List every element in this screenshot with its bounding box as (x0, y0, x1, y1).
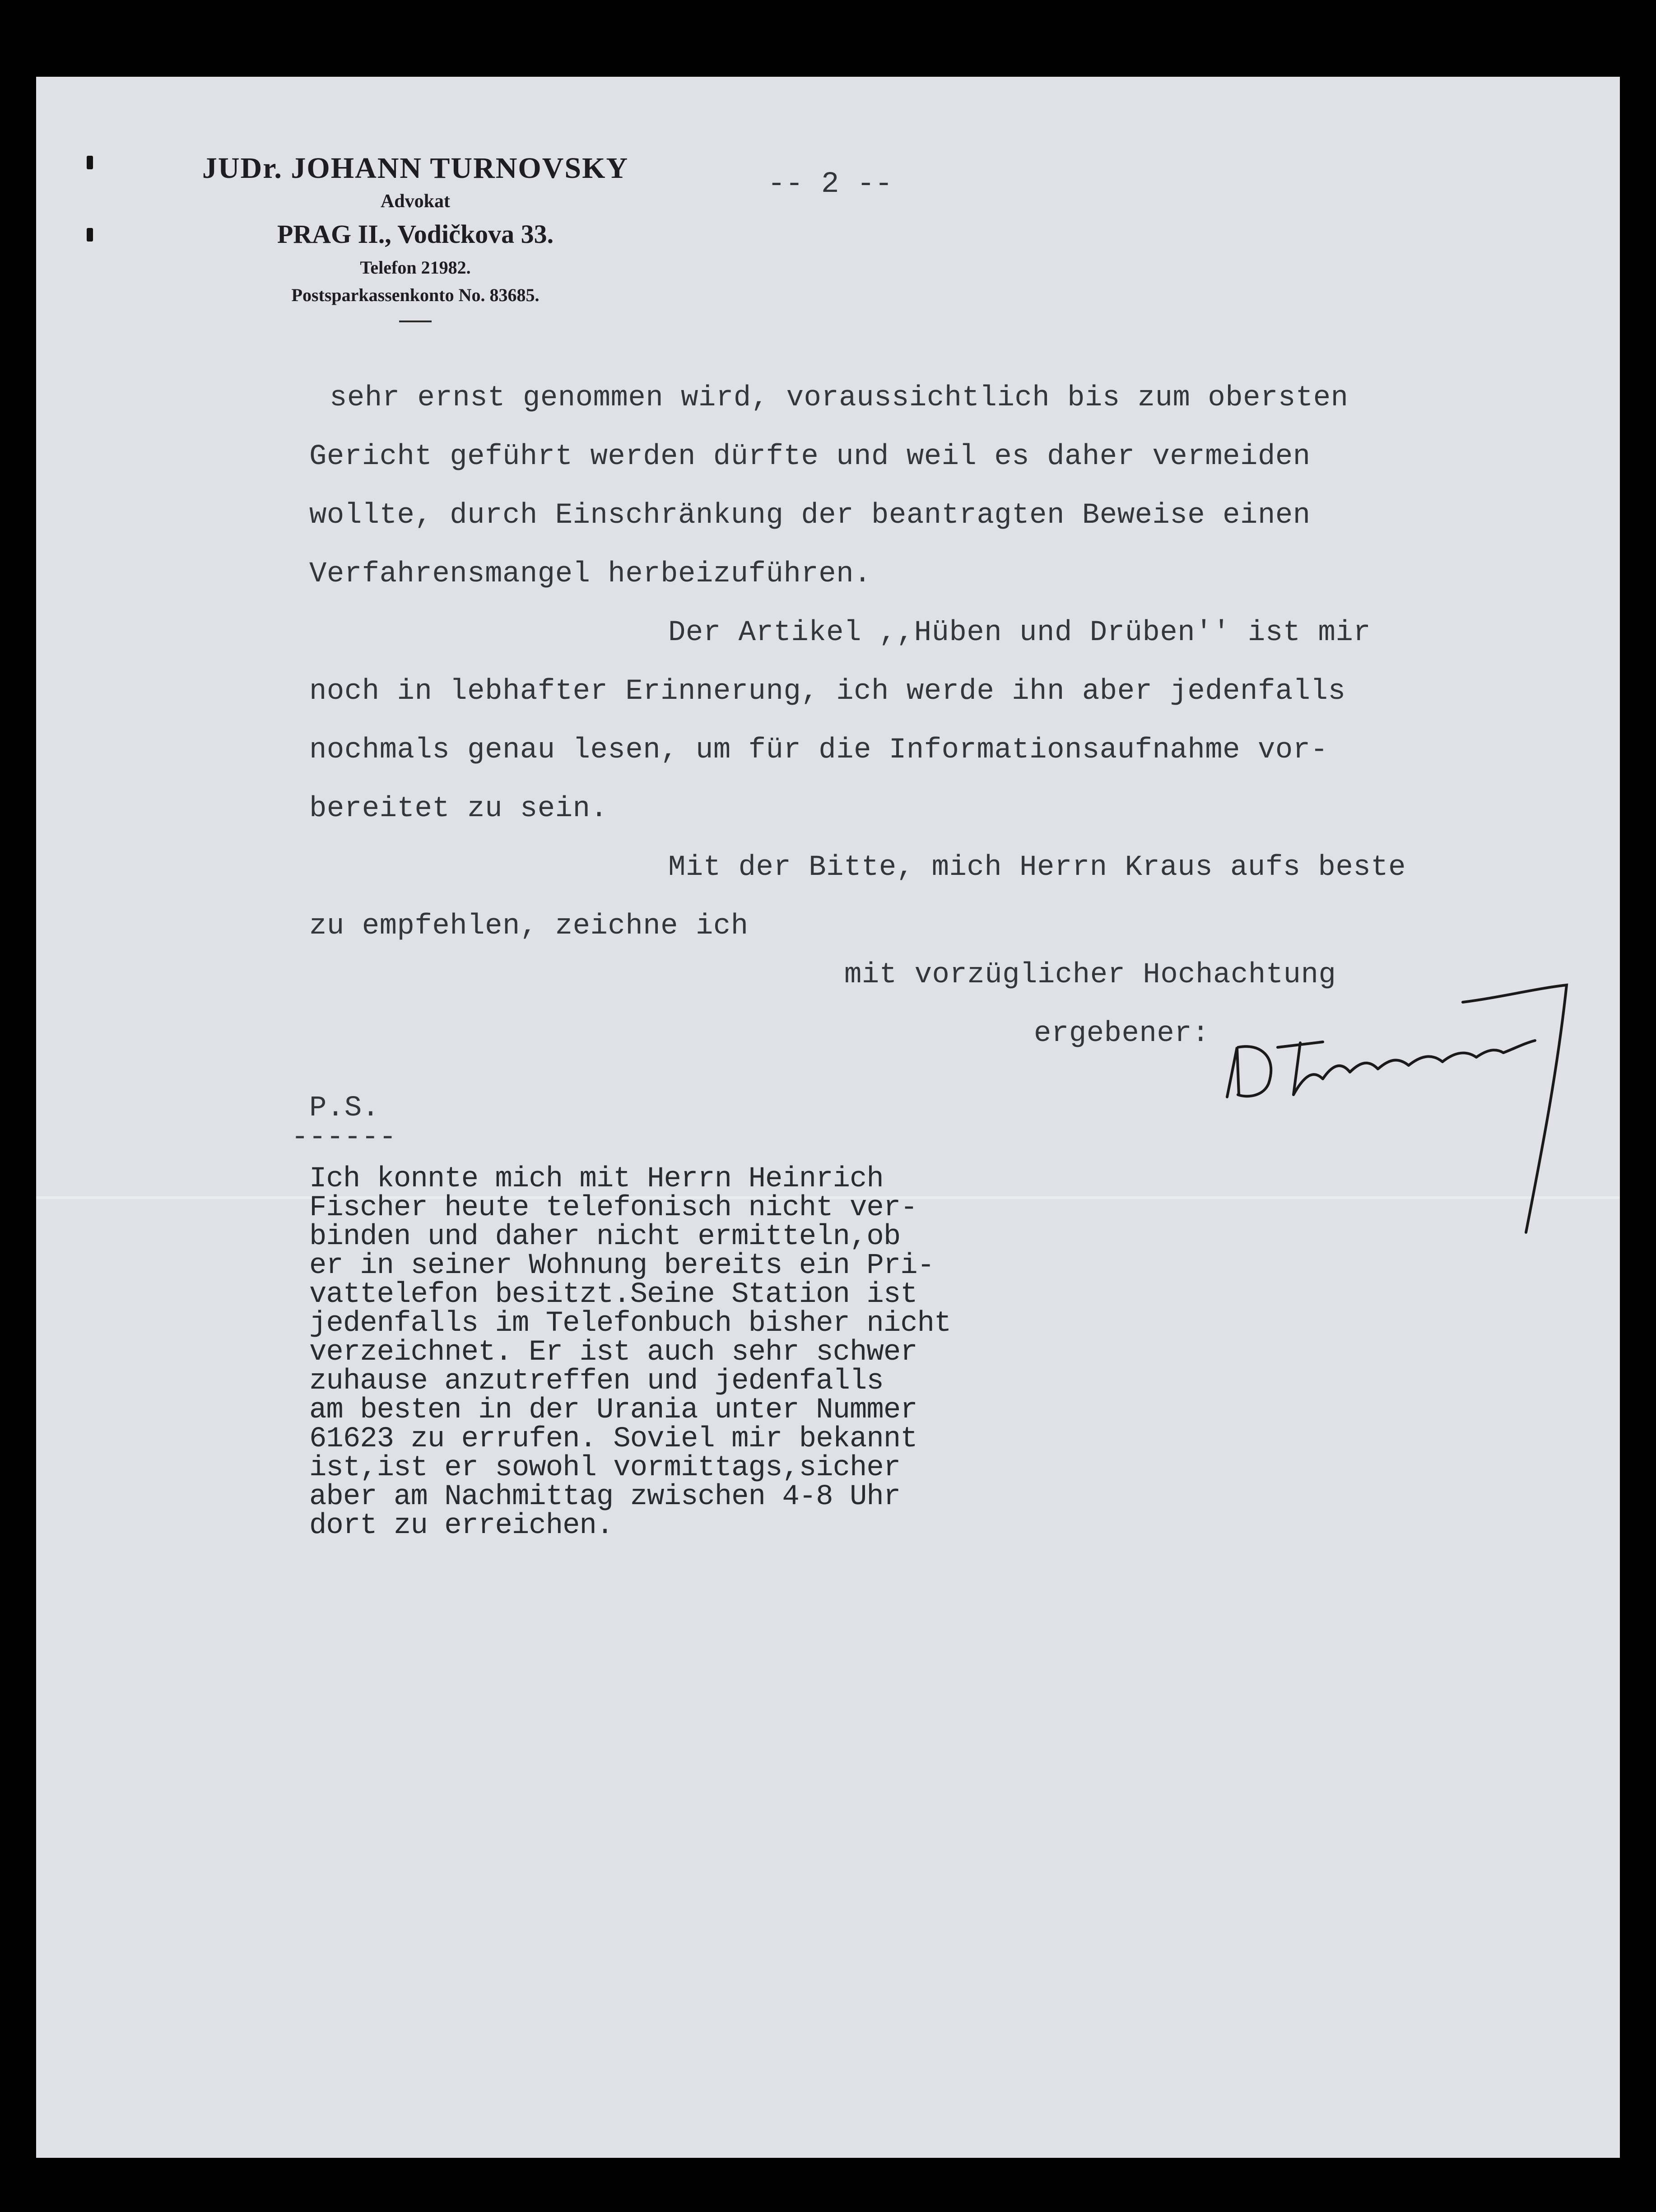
letter-page (36, 77, 1620, 2158)
ps-line: am besten in der Urania unter Nummer (309, 1394, 917, 1427)
page-number: -- 2 -- (768, 167, 893, 201)
ps-line: Ich konnte mich mit Herrn Heinrich (309, 1163, 884, 1195)
ps-label: P.S. (309, 1092, 380, 1125)
letterhead (190, 149, 641, 322)
punch-hole-top (87, 156, 93, 169)
letterhead-account: Postsparkassenkonto No. 83685. (291, 285, 540, 305)
letterhead-rule (399, 321, 432, 322)
ps-line: dort zu erreichen. (309, 1510, 614, 1542)
letterhead-phone: Telefon 21982. (360, 257, 471, 278)
body-line: bereitet zu sein. (309, 793, 608, 825)
closing-signoff: ergebener: (1034, 1018, 1210, 1050)
body-line: zu empfehlen, zeichne ich (309, 910, 749, 943)
ps-line: aber am Nachmittag zwischen 4-8 Uhr (309, 1481, 901, 1513)
body-line: sehr ernst genommen wird, voraussichtlich bis zum obersten (330, 382, 1349, 414)
letterhead-address: PRAG II., Vodičkova 33. (277, 219, 554, 249)
ps-line: zuhause anzutreffen und jedenfalls (309, 1365, 884, 1398)
body-line: wollte, durch Einschränkung der beantragten Beweise einen (309, 499, 1311, 532)
body-line: Der Artikel ,,Hüben und Drüben'' ist mir (668, 617, 1371, 649)
body-line: Verfahrensmangel herbeizuführen. (309, 558, 871, 590)
closing-greeting: mit vorzüglicher Hochachtung (844, 959, 1336, 991)
body-line: noch in lebhafter Erinnerung, ich werde ihn aber jedenfalls (309, 675, 1346, 708)
letterhead-profession: Advokat (380, 191, 451, 212)
body-line: nochmals genau lesen, um für die Informationsaufnahme vor- (309, 734, 1328, 767)
ps-line: vattelefon besitzt.Seine Station ist (309, 1278, 917, 1311)
ps-line: ist,ist er sowohl vormittags,sicher (309, 1452, 901, 1484)
signature (1210, 934, 1580, 1241)
body-line: Gericht geführt werden dürfte und weil es daher vermeiden (309, 441, 1311, 473)
letterhead-name: JUDr. JOHANN TURNOVSKY (202, 152, 629, 185)
ps-line: verzeichnet. Er ist auch sehr schwer (309, 1336, 917, 1369)
body-line: Mit der Bitte, mich Herrn Kraus aufs beste (668, 851, 1406, 884)
ps-line: er in seiner Wohnung bereits ein Pri- (309, 1250, 935, 1282)
ps-line: binden und daher nicht ermitteln,ob (309, 1221, 901, 1253)
ps-line: jedenfalls im Telefonbuch bisher nicht (309, 1307, 951, 1340)
ps-line: Fischer heute telefonisch nicht ver- (309, 1192, 917, 1224)
punch-hole-bottom (87, 228, 93, 242)
ps-line: 61623 zu errufen. Soviel mir bekannt (309, 1423, 917, 1455)
ps-underline: ------ (291, 1121, 397, 1154)
